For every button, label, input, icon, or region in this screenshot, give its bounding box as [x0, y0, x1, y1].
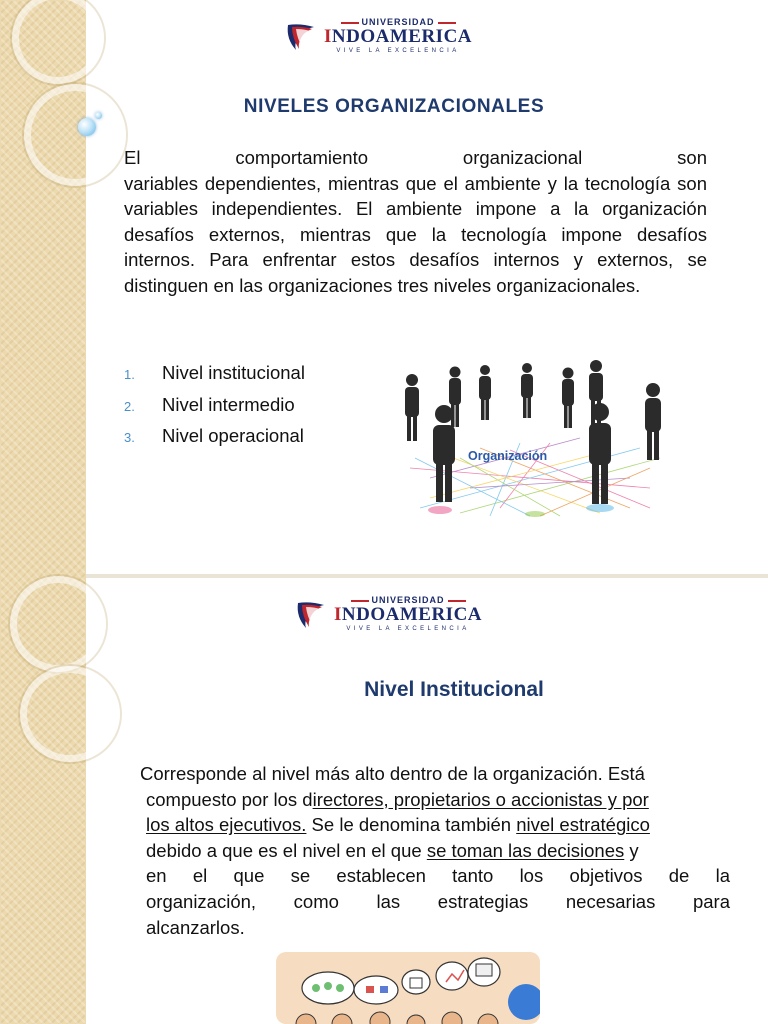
- logo-main-text: NDOAMERICA: [331, 26, 473, 47]
- university-logo: [284, 18, 472, 54]
- paragraph-line: [140, 787, 730, 813]
- university-logo: [294, 596, 482, 632]
- logo-accent-letter: I: [324, 26, 332, 47]
- decorative-stripe: [0, 574, 86, 1024]
- underlined-text: nivel estratégico: [516, 814, 650, 836]
- list-number: 3.: [124, 430, 135, 445]
- slide-title: NIVELES ORGANIZACIONALES: [243, 96, 545, 117]
- list-label: Nivel institucional: [162, 362, 305, 383]
- decorative-bubble: [78, 118, 96, 136]
- underlined-text: los altos ejecutivos.: [146, 814, 307, 836]
- paragraph-line: en el que se establecen tanto los objetivos de la: [146, 865, 730, 887]
- section-title: Nivel Institucional: [364, 678, 544, 701]
- decorative-ring: [12, 0, 104, 84]
- list-label: Nivel operacional: [162, 425, 304, 446]
- decorative-stripe: [0, 0, 86, 574]
- paragraph-body: variables dependientes, mientras que el ambiente y la tecnología son variables independientes. El ambiente impone a la organización desafíos externos, mientras que la tecnología impone desafíos internos. Para enfrentar estos desafíos internos y externos, se distinguen en las organizaciones tres niveles organizacionales.: [124, 172, 707, 296]
- paragraph-line: organización, como las estrategias necesarias para: [146, 890, 730, 912]
- paragraph-first-line: El comportamiento organizacional son: [124, 147, 707, 168]
- text-segment: debido a que es el nivel en el que: [146, 839, 427, 861]
- organization-network-image: [400, 358, 668, 518]
- logo-top-text: UNIVERSIDAD: [361, 17, 435, 27]
- list-label: Nivel intermedio: [162, 393, 295, 415]
- list-item: [124, 425, 305, 457]
- list-item: [124, 362, 305, 394]
- decision-cartoon-image: [276, 952, 540, 1024]
- decorative-ring: [10, 576, 106, 672]
- paragraph-line: Corresponde al nivel más alto dentro de la organización. Está: [140, 763, 645, 784]
- logo-emblem-icon: [284, 21, 318, 51]
- levels-list: [124, 362, 305, 457]
- logo-main-text: NDOAMERICA: [341, 604, 483, 625]
- logo-emblem-icon: [294, 599, 328, 629]
- list-item: [124, 394, 305, 426]
- text-segment: y: [624, 839, 639, 861]
- text-segment: compuesto por los d: [146, 788, 313, 810]
- logo-tagline: VIVE LA EXCELENCIA: [336, 48, 460, 54]
- text-segment: Se le denomina también: [306, 814, 517, 836]
- logo-accent-letter: I: [334, 604, 342, 625]
- paragraph-line: alcanzarlos.: [146, 916, 245, 938]
- underlined-text: irectores, propietarios o accionistas y por: [312, 788, 649, 810]
- paragraph-line: [140, 812, 730, 838]
- paragraph-line: [140, 838, 730, 864]
- underlined-text: se toman las decisiones: [426, 839, 625, 861]
- organization-image-label: Organización: [468, 449, 548, 463]
- logo-tagline: VIVE LA EXCELENCIA: [346, 626, 470, 632]
- list-number: 2.: [124, 398, 135, 414]
- logo-top-text: UNIVERSIDAD: [371, 595, 445, 605]
- institutional-paragraph: [140, 761, 730, 940]
- list-number: 1.: [124, 367, 135, 382]
